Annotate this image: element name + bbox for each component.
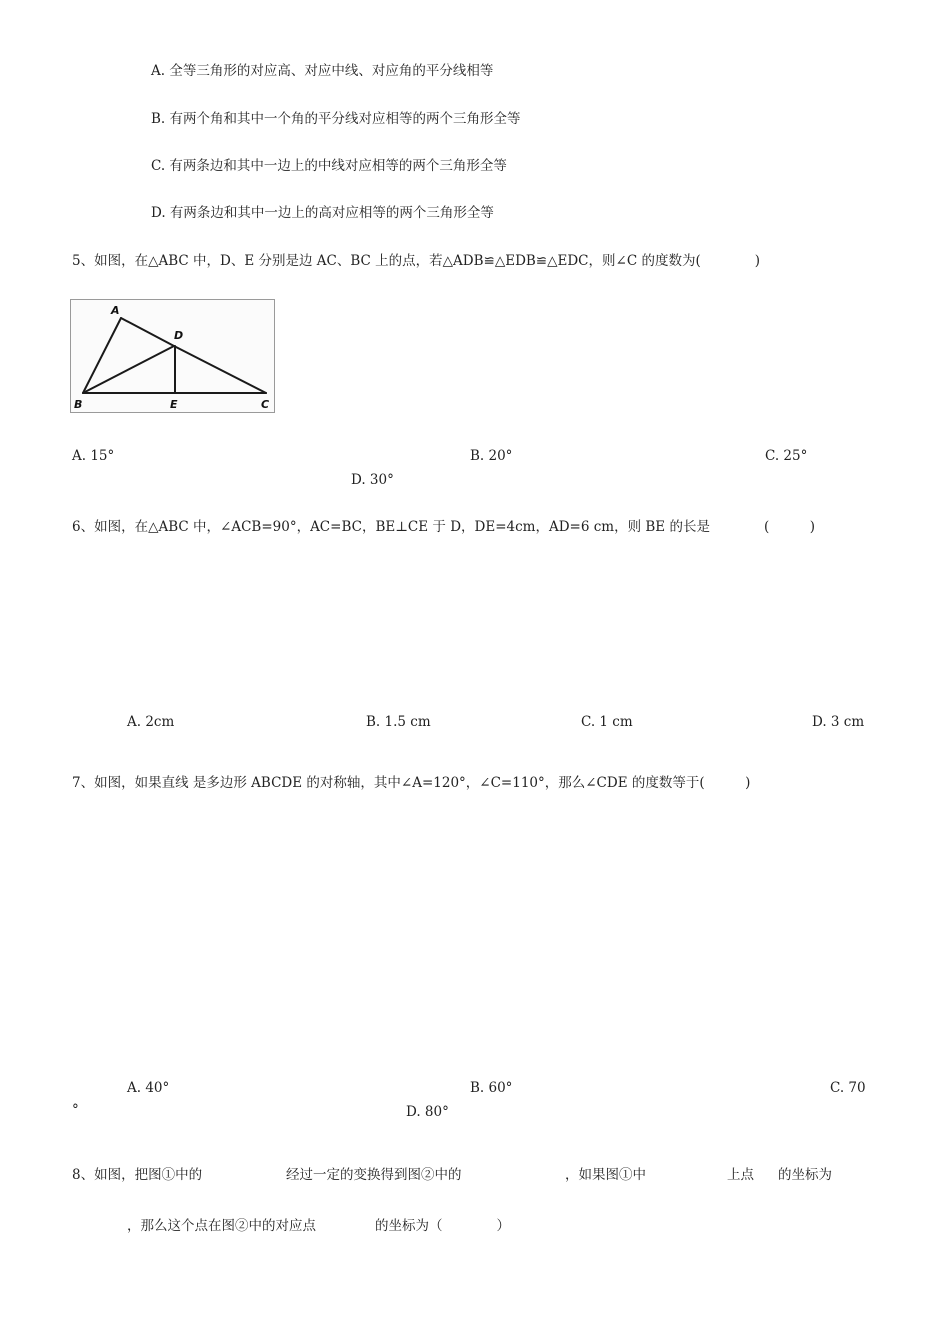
triangle-diagram <box>71 300 274 412</box>
q5-option-d: D. 30° <box>351 472 394 488</box>
q8-text-part4: 上点 <box>727 1167 754 1183</box>
q6-option-d: D. 3 cm <box>812 714 865 730</box>
q7-option-a: A. 40° <box>127 1080 170 1096</box>
q7-option-c: C. 70 <box>830 1080 866 1096</box>
q6-answer-paren: ( ) <box>764 519 816 535</box>
q6-option-c: C. 1 cm <box>581 714 633 730</box>
q7-option-d: D. 80° <box>406 1104 449 1120</box>
q5-option-a: A. 15° <box>72 448 115 464</box>
q7-option-c-unit: ° <box>72 1102 79 1118</box>
side-ab <box>83 318 121 393</box>
q8-text-part1: 8、如图，把图①中的 <box>72 1167 203 1183</box>
q6-stem: 6、如图，在△ABC 中，∠ACB=90°，AC=BC，BE⊥CE 于 D，DE=4cm，AD=6 cm，则 BE 的长是 <box>72 519 710 535</box>
q6-option-a: A. 2cm <box>127 714 175 730</box>
q8-text-part3: ，如果图①中 <box>565 1167 646 1183</box>
q7-option-b: B. 60° <box>470 1080 513 1096</box>
q8-text-part5: 的坐标为 <box>778 1167 832 1183</box>
segment-bd <box>83 346 174 393</box>
q4-option-a: A. 全等三角形的对应高、对应中线、对应角的平分线相等 <box>151 63 494 79</box>
side-dc <box>174 346 266 393</box>
vertex-label-a: A <box>111 304 120 317</box>
q5-stem: 5、如图，在△ABC 中，D、E 分别是边 AC、BC 上的点，若△ADB≌△EDB≌△EDC，则∠C 的度数为( ) <box>72 253 760 269</box>
q8-text-part2: 经过一定的变换得到图②中的 <box>286 1167 462 1183</box>
vertex-label-d: D <box>174 329 184 342</box>
q5-option-c: C. 25° <box>765 448 808 464</box>
vertex-label-e: E <box>170 398 178 411</box>
q4-option-c: C. 有两条边和其中一边上的中线对应相等的两个三角形全等 <box>151 158 507 174</box>
q8-text-part6: ，那么这个点在图②中的对应点 <box>127 1218 316 1234</box>
side-ad <box>121 318 174 346</box>
q4-option-b: B. 有两个角和其中一个角的平分线对应相等的两个三角形全等 <box>151 111 521 127</box>
q8-text-part7: 的坐标为（ ） <box>375 1218 510 1234</box>
vertex-label-b: B <box>74 398 83 411</box>
q5-option-b: B. 20° <box>470 448 513 464</box>
q7-stem: 7、如图，如果直线 是多边形 ABCDE 的对称轴，其中∠A=120°，∠C=110°，那么∠CDE 的度数等于( ) <box>72 775 751 791</box>
q4-option-d: D. 有两条边和其中一边上的高对应相等的两个三角形全等 <box>151 205 494 221</box>
vertex-label-c: C <box>261 398 270 411</box>
q6-option-b: B. 1.5 cm <box>366 714 431 730</box>
q5-triangle-figure <box>70 299 275 413</box>
